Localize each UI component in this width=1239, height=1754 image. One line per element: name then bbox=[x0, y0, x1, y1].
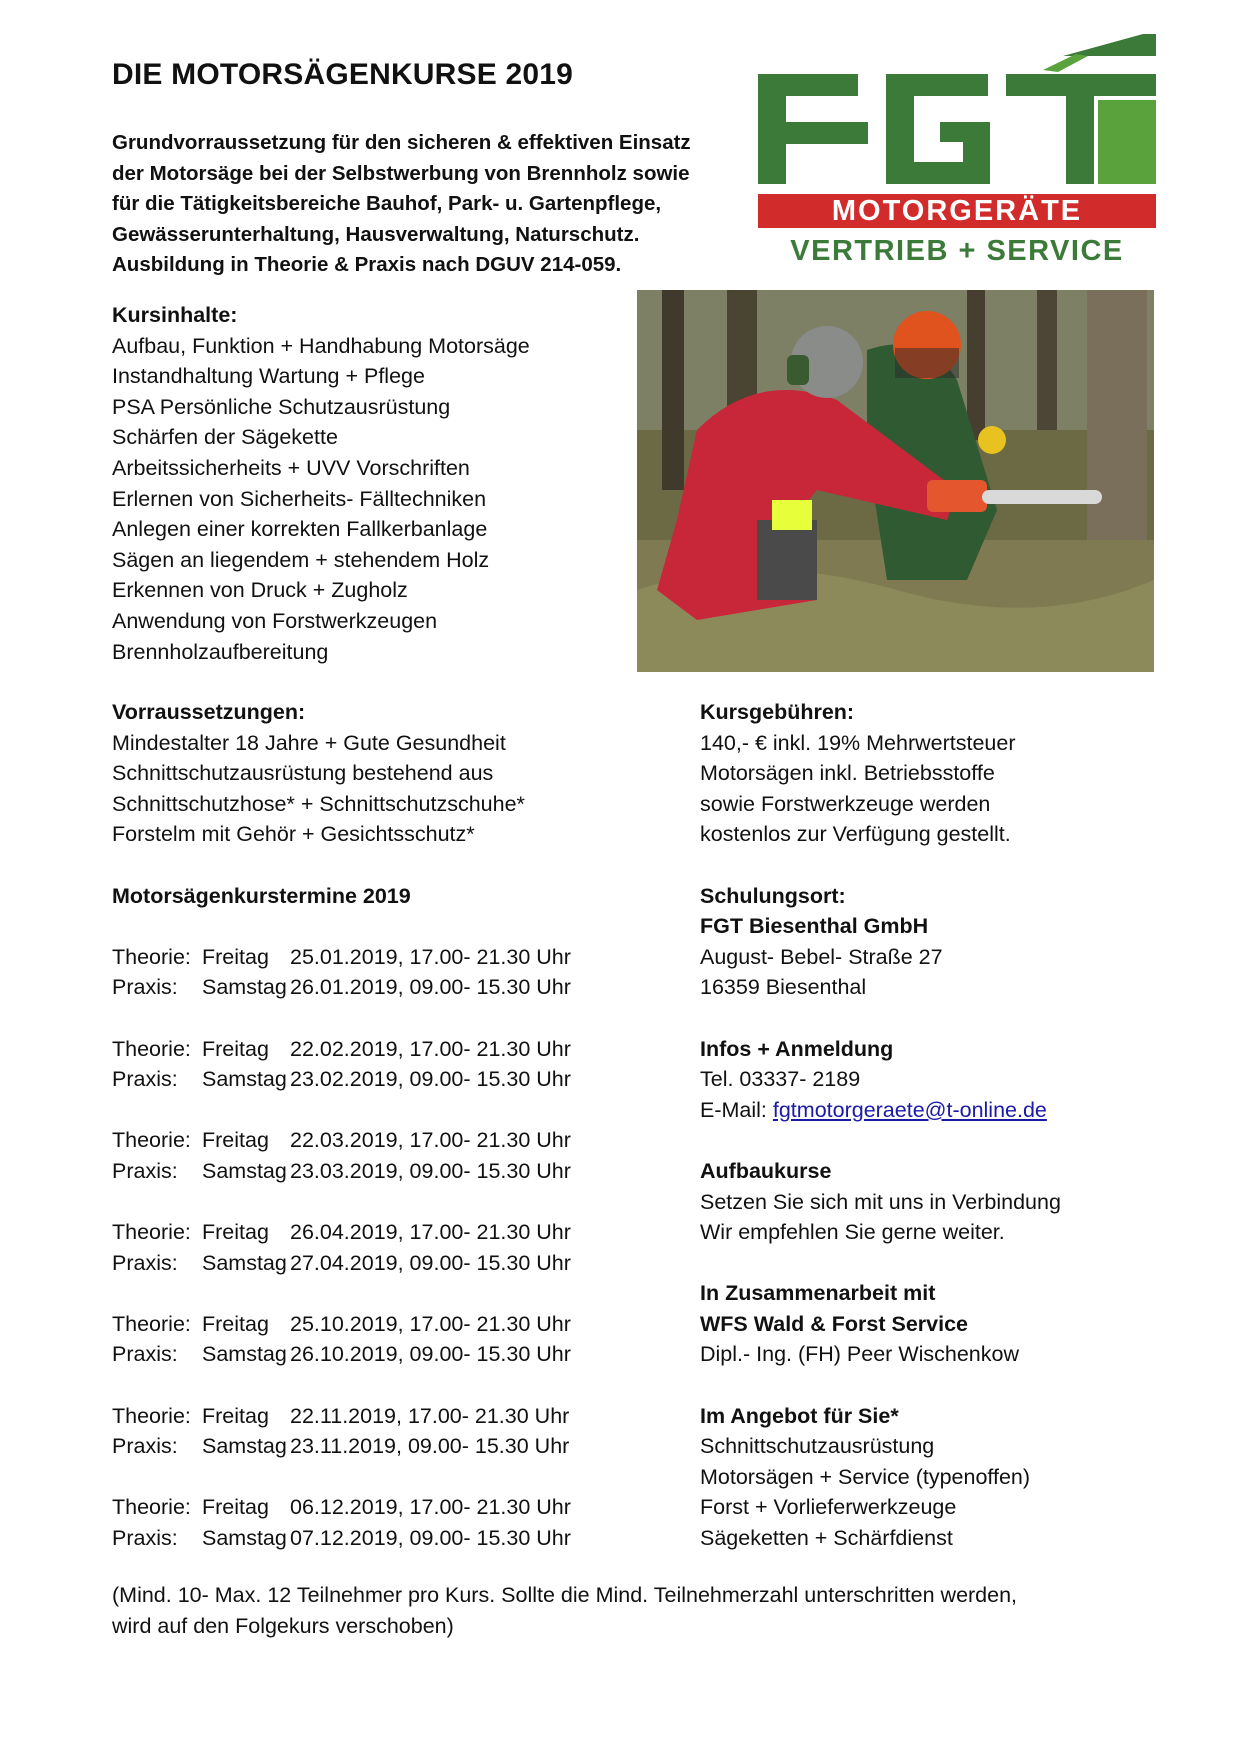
schulungsort-company: FGT Biesenthal GmbH bbox=[700, 914, 929, 939]
schulungsort-city: 16359 Biesenthal bbox=[700, 975, 867, 1000]
list-item: Aufbau, Funktion + Handhabung Motorsäge bbox=[112, 333, 530, 358]
angebot-item: Forst + Vorlieferwerkzeuge bbox=[700, 1495, 957, 1520]
theory-row bbox=[112, 1034, 672, 1065]
infos-phone: Tel. 03337- 2189 bbox=[700, 1067, 861, 1092]
practice-datetime: 07.12.2019, 09.00- 15.30 Uhr bbox=[290, 1526, 571, 1551]
theory-row bbox=[112, 1217, 672, 1248]
theory-label: Theorie: bbox=[112, 1128, 191, 1153]
practice-day: Samstag bbox=[202, 975, 287, 1000]
intro-line: für die Tätigkeitsbereiche Bauhof, Park- u. Gartenpflege, bbox=[112, 192, 662, 216]
practice-datetime: 27.04.2019, 09.00- 15.30 Uhr bbox=[290, 1250, 571, 1275]
course-block bbox=[112, 1034, 672, 1095]
chainsaw-training-photo bbox=[637, 290, 1154, 672]
practice-label: Praxis: bbox=[112, 1250, 178, 1275]
list-item: Schärfen der Sägekette bbox=[112, 425, 338, 450]
footer-line: wird auf den Folgekurs verschoben) bbox=[112, 1613, 454, 1638]
theory-datetime: 22.11.2019, 17.00- 21.30 Uhr bbox=[290, 1403, 570, 1428]
practice-day: Samstag bbox=[202, 1434, 287, 1459]
practice-label: Praxis: bbox=[112, 975, 178, 1000]
theory-day: Freitag bbox=[202, 1220, 269, 1245]
list-item: Instandhaltung Wartung + Pflege bbox=[112, 364, 425, 389]
theory-day: Freitag bbox=[202, 1311, 269, 1336]
theory-datetime: 25.01.2019, 17.00- 21.30 Uhr bbox=[290, 944, 571, 969]
kursinhalte-section bbox=[112, 300, 530, 667]
theory-label: Theorie: bbox=[112, 1403, 191, 1428]
practice-label: Praxis: bbox=[112, 1526, 178, 1551]
list-item: Anwendung von Forstwerkzeugen bbox=[112, 608, 438, 633]
theory-label: Theorie: bbox=[112, 1311, 191, 1336]
logo-letter-g bbox=[886, 74, 990, 184]
theory-label: Theorie: bbox=[112, 1036, 191, 1061]
intro-line: der Motorsäge bei der Selbstwerbung von Brennholz sowie bbox=[112, 161, 690, 185]
practice-day: Samstag bbox=[202, 1342, 287, 1367]
course-block bbox=[112, 1492, 672, 1553]
course-block bbox=[112, 942, 672, 1003]
list-item: Brennholzaufbereitung bbox=[112, 639, 329, 664]
list-item: Erkennen von Druck + Zugholz bbox=[112, 578, 408, 603]
theory-datetime: 06.12.2019, 17.00- 21.30 Uhr bbox=[290, 1495, 571, 1520]
termine-heading: Motorsägenkurstermine 2019 bbox=[112, 883, 411, 908]
practice-datetime: 26.10.2019, 09.00- 15.30 Uhr bbox=[290, 1342, 571, 1367]
course-block bbox=[112, 1217, 672, 1278]
left-column bbox=[112, 697, 672, 1554]
practice-row bbox=[112, 1431, 672, 1462]
aufbaukurse-line: Setzen Sie sich mit uns in Verbindung bbox=[700, 1189, 1061, 1214]
theory-datetime: 26.04.2019, 17.00- 21.30 Uhr bbox=[290, 1220, 571, 1245]
zusammenarbeit-heading: In Zusammenarbeit mit bbox=[700, 1281, 936, 1306]
practice-day: Samstag bbox=[202, 1158, 287, 1183]
practice-day: Samstag bbox=[202, 1067, 287, 1092]
theory-day: Freitag bbox=[202, 1036, 269, 1061]
kursgebuehren-heading: Kursgebühren: bbox=[700, 700, 855, 724]
theory-label: Theorie: bbox=[112, 1220, 191, 1245]
logo-letter-f bbox=[758, 74, 868, 184]
practice-row bbox=[112, 1156, 672, 1187]
theory-datetime: 22.03.2019, 17.00- 21.30 Uhr bbox=[290, 1128, 571, 1153]
practice-datetime: 26.01.2019, 09.00- 15.30 Uhr bbox=[290, 975, 571, 1000]
logo-t-green-block bbox=[1098, 100, 1156, 184]
practice-row bbox=[112, 1339, 672, 1370]
logo-band-text: MOTORGERÄTE bbox=[831, 195, 1083, 227]
course-block bbox=[112, 1401, 672, 1462]
logo-leaf-tip bbox=[1043, 54, 1088, 72]
voraussetzungen-heading: Vorraussetzungen: bbox=[112, 700, 306, 724]
voraussetzung-line: Forstelm mit Gehör + Gesichtsschutz* bbox=[112, 822, 475, 847]
practice-datetime: 23.03.2019, 09.00- 15.30 Uhr bbox=[290, 1158, 571, 1183]
practice-row bbox=[112, 1248, 672, 1279]
schulungsort-heading: Schulungsort: bbox=[700, 883, 846, 908]
practice-label: Praxis: bbox=[112, 1434, 178, 1459]
kursgebuehren-line: sowie Forstwerkzeuge werden bbox=[700, 791, 991, 816]
infos-heading: Infos + Anmeldung bbox=[700, 1036, 894, 1061]
aufbaukurse-line: Wir empfehlen Sie gerne weiter. bbox=[700, 1220, 1005, 1245]
theory-row bbox=[112, 1492, 672, 1523]
theory-label: Theorie: bbox=[112, 944, 191, 969]
logo-tagline: VERTRIEB + SERVICE bbox=[790, 235, 1124, 266]
right-column bbox=[700, 697, 1160, 1554]
practice-label: Praxis: bbox=[112, 1158, 178, 1183]
practice-day: Samstag bbox=[202, 1526, 287, 1551]
theory-datetime: 22.02.2019, 17.00- 21.30 Uhr bbox=[290, 1036, 571, 1061]
theory-day: Freitag bbox=[202, 944, 269, 969]
theory-day: Freitag bbox=[202, 1403, 269, 1428]
intro-line: Grundvorraussetzung für den sicheren & effektiven Einsatz bbox=[112, 131, 691, 154]
aufbaukurse-heading: Aufbaukurse bbox=[700, 1158, 832, 1183]
practice-label: Praxis: bbox=[112, 1067, 178, 1092]
theory-day: Freitag bbox=[202, 1495, 269, 1520]
kursgebuehren-line: Motorsägen inkl. Betriebsstoffe bbox=[700, 761, 995, 786]
course-block bbox=[112, 1309, 672, 1370]
logo-leaf bbox=[1063, 34, 1156, 56]
voraussetzung-line: Mindestalter 18 Jahre + Gute Gesundheit bbox=[112, 730, 506, 755]
footer-line: (Mind. 10- Max. 12 Teilnehmer pro Kurs. Sollte die Mind. Teilnehmerzahl unterschritten werden, bbox=[112, 1583, 1018, 1607]
email-link[interactable]: fgtmotorgeraete@t-online.de bbox=[772, 1097, 1047, 1122]
theory-day: Freitag bbox=[202, 1128, 269, 1153]
kursgebuehren-line: kostenlos zur Verfügung gestellt. bbox=[700, 822, 1011, 847]
schulungsort-street: August- Bebel- Straße 27 bbox=[700, 944, 943, 969]
voraussetzung-line: Schnittschutzausrüstung bestehend aus bbox=[112, 761, 494, 786]
list-item: Arbeitssicherheits + UVV Vorschriften bbox=[112, 455, 470, 480]
course-block bbox=[112, 1125, 672, 1186]
theory-row bbox=[112, 1309, 672, 1340]
theory-datetime: 25.10.2019, 17.00- 21.30 Uhr bbox=[290, 1311, 571, 1336]
practice-datetime: 23.11.2019, 09.00- 15.30 Uhr bbox=[290, 1434, 570, 1459]
practice-row bbox=[112, 1523, 672, 1554]
fgt-logo bbox=[758, 34, 1158, 266]
practice-datetime: 23.02.2019, 09.00- 15.30 Uhr bbox=[290, 1067, 571, 1092]
list-item: Erlernen von Sicherheits- Fälltechniken bbox=[112, 486, 487, 511]
theory-label: Theorie: bbox=[112, 1495, 191, 1520]
email-label: E-Mail: bbox=[700, 1097, 773, 1122]
intro-line: Ausbildung in Theorie & Praxis nach DGUV 214-059. bbox=[112, 253, 622, 277]
footer-note bbox=[112, 1580, 1122, 1641]
practice-row bbox=[112, 1064, 672, 1095]
angebot-heading: Im Angebot für Sie* bbox=[700, 1403, 899, 1428]
list-item: Anlegen einer korrekten Fallkerbanlage bbox=[112, 517, 488, 542]
intro-line: Gewässerunterhaltung, Hausverwaltung, Naturschutz. bbox=[112, 222, 640, 246]
angebot-item: Schnittschutzausrüstung bbox=[700, 1434, 935, 1459]
practice-row bbox=[112, 972, 672, 1003]
angebot-item: Sägeketten + Schärfdienst bbox=[700, 1526, 953, 1551]
infos-email-line bbox=[700, 1095, 1160, 1126]
theory-row bbox=[112, 1125, 672, 1156]
practice-label: Praxis: bbox=[112, 1342, 178, 1367]
list-item: Sägen an liegendem + stehendem Holz bbox=[112, 547, 490, 572]
zusammenarbeit-person: Dipl.- Ing. (FH) Peer Wischenkow bbox=[700, 1342, 1019, 1367]
theory-row bbox=[112, 1401, 672, 1432]
list-item: PSA Persönliche Schutzausrüstung bbox=[112, 394, 451, 419]
kursinhalte-heading: Kursinhalte: bbox=[112, 303, 238, 327]
practice-day: Samstag bbox=[202, 1250, 287, 1275]
voraussetzung-line: Schnittschutzhose* + Schnittschutzschuhe* bbox=[112, 791, 525, 816]
angebot-item: Motorsägen + Service (typenoffen) bbox=[700, 1464, 1031, 1489]
intro-paragraph bbox=[112, 128, 752, 281]
kursgebuehren-line: 140,- € inkl. 19% Mehrwertsteuer bbox=[700, 730, 1016, 755]
zusammenarbeit-partner: WFS Wald & Forst Service bbox=[700, 1311, 969, 1336]
theory-row bbox=[112, 942, 672, 973]
page-title: DIE MOTORSÄGENKURSE 2019 bbox=[112, 58, 574, 91]
